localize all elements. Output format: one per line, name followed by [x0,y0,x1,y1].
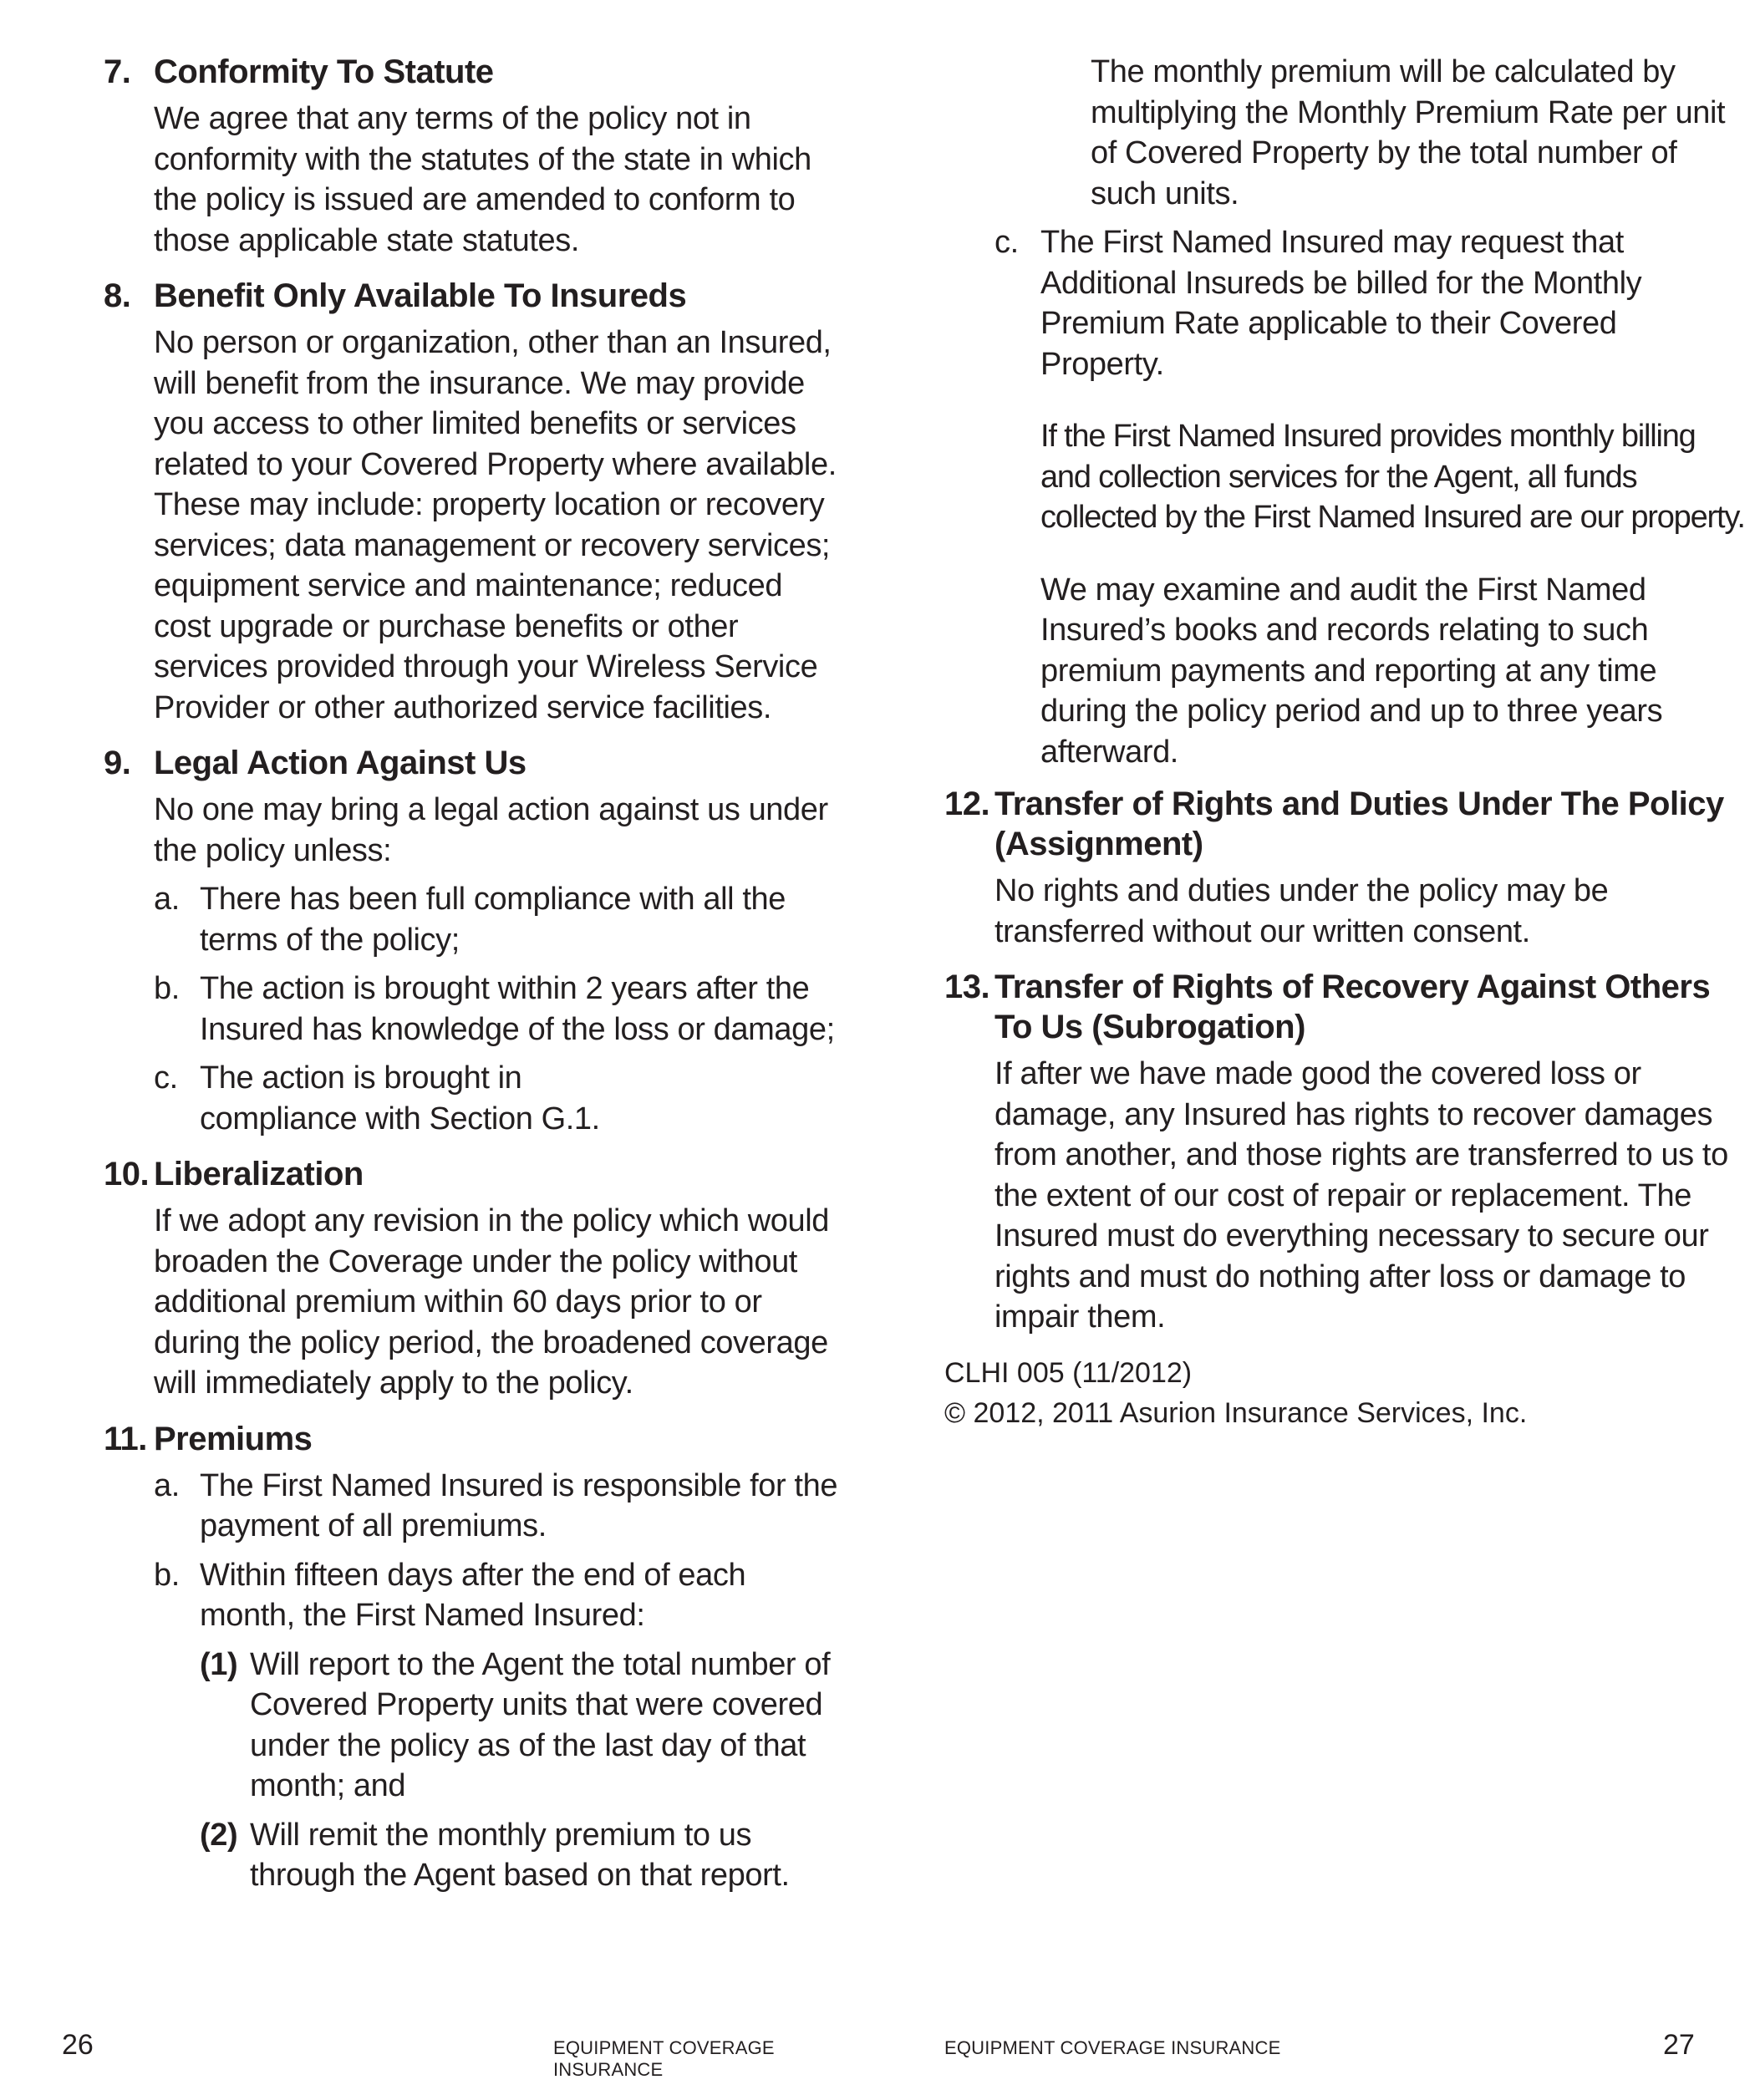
section-11 [104,1419,839,1896]
list-item-text: Within fifteen days after the end of each month, the First Named Insured: [200,1557,746,1633]
list-item [104,1466,839,1547]
audit-paragraph: We may examine and audit the First Named Insured’s books and records relating to such premium payments and reporting at any time during the policy period and up to three years afterward. [1040,572,1663,770]
section-heading [104,276,839,316]
section-10 [104,1154,839,1404]
list-item-text: There has been full compliance with all the terms of the policy; [200,882,786,958]
running-title: EQUIPMENT COVERAGE INSURANCE [553,2037,775,2080]
sub-list-item [104,1815,839,1896]
section-12 [944,784,1747,952]
section-13 [944,967,1747,1338]
list-item [104,969,839,1050]
continuation-paragraph: The monthly premium will be calculated by multiplying the Monthly Premium Rate per unit of Covered Property by the total number of such units. [1091,54,1726,211]
right-page [878,0,1755,2100]
page-number: 27 [1663,2029,1695,2061]
section-9 [104,743,839,1139]
sub-list-item-text: Will report to the Agent the total number of Covered Property units that were covered under the policy as of the last day of that month; and [250,1646,831,1803]
section-paragraph: If after we have made good the covered loss or damage, any Insured has rights to recover damages from another, and those rights are transferred to us to the extent of our cost of repair or replacement. The Insured must do everything necessary to secure our rights and must do nothing after loss or damage to impair them. [994,1056,1728,1335]
section-number: 12. [944,786,990,822]
list-item [104,1555,839,1636]
section-title: Legal Action Against Us [154,745,526,781]
section-paragraph: No rights and duties under the policy may be transferred without our written consent. [994,873,1609,949]
section-title: Benefit Only Available To Insureds [154,277,687,314]
sub-list-item-text: Will remit the monthly premium to us through the Agent based on that report. [250,1817,790,1893]
section-heading [104,52,839,92]
section-title: Transfer of Rights of Recovery Against Others To Us (Subrogation) [994,969,1711,1045]
list-item [944,222,1747,384]
section-title: Liberalization [154,1156,364,1192]
section-title: Conformity To Statute [154,53,494,90]
section-8 [104,276,839,728]
sub-list-marker: (1) [200,1646,238,1682]
section-heading [944,784,1747,864]
list-marker: b. [154,971,180,1006]
section-number: 7. [104,53,131,90]
section-paragraph: If we adopt any revision in the policy which would broaden the Coverage under the policy without additional premium within 60 days prior to or during the policy period, the broadened coverage will immediately apply to the policy. [154,1203,830,1401]
billing-paragraph: If the First Named Insured provides monthly billing and collection services for the Agent, all funds collected by the First Named Insured are our property. [1040,419,1745,535]
section-title: Transfer of Rights and Duties Under The Policy (Assignment) [994,786,1724,862]
section-heading [104,743,839,783]
section-number: 11. [104,1420,147,1457]
section-number: 10. [104,1156,150,1192]
section-heading [104,1154,839,1194]
section-7 [104,52,839,261]
section-number: 13. [944,969,990,1005]
section-heading [944,967,1747,1047]
list-item-text: The First Named Insured may request that Additional Insureds be billed for the Monthly Premium Rate applicable to their Covered Property. [1040,225,1642,382]
section-title: Premiums [154,1420,313,1457]
list-item-text: The First Named Insured is responsible for the payment of all premiums. [200,1467,838,1543]
list-item-text: The action is brought in compliance with Section G.1. [200,1060,600,1136]
list-item [104,879,839,960]
section-paragraph: No person or organization, other than an Insured, will benefit from the insurance. We may provide you access to other limited benefits or services related to your Covered Property where available. These may include: property location or recovery services; data management or recovery services; equipment service and maintenance; reduced cost upgrade or purchase benefits or other services provided through your Wireless Service Provider or other authorized service facilities. [154,325,837,725]
list-item-text: The action is brought within 2 years after the Insured has knowledge of the loss or damage; [200,971,835,1047]
section-heading [104,1419,839,1459]
list-marker: a. [154,1467,180,1503]
list-marker: c. [154,1060,178,1096]
list-marker: c. [994,225,1019,260]
section-number: 9. [104,745,131,781]
running-title: EQUIPMENT COVERAGE INSURANCE [944,2037,1281,2058]
left-column [104,52,839,1911]
section-number: 8. [104,277,131,314]
sub-list-item [104,1645,839,1807]
form-id: CLHI 005 (11/2012) [944,1356,1193,1389]
list-marker: a. [154,882,180,917]
sub-list-marker: (2) [200,1817,238,1853]
page-number: 26 [62,2029,94,2061]
list-marker: b. [154,1557,180,1593]
section-paragraph: We agree that any terms of the policy not in conformity with the statutes of the state in which the policy is issued are amended to conform to those applicable state statutes. [154,101,811,258]
list-item [104,1058,839,1139]
right-column [944,52,1747,1433]
copyright-notice: © 2012, 2011 Asurion Insurance Services, Inc. [944,1396,1528,1429]
section-paragraph: No one may bring a legal action against us under the policy unless: [154,792,828,868]
